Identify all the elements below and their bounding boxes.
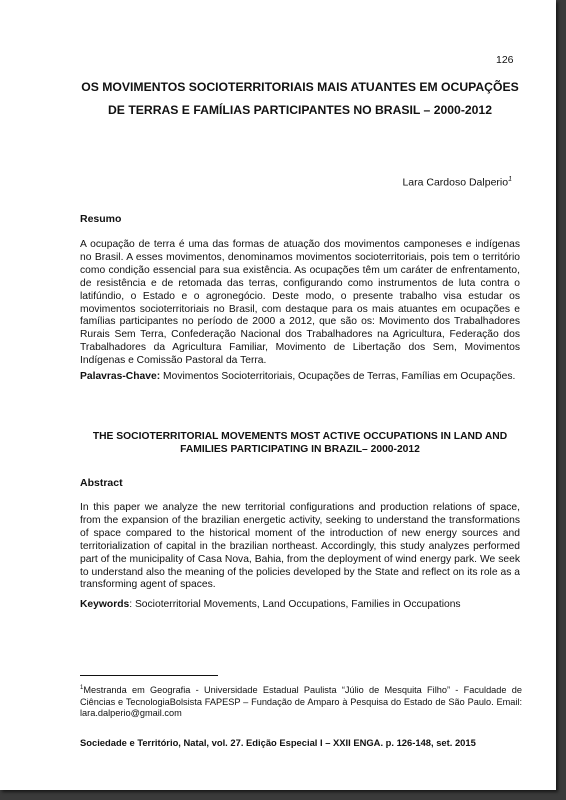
page-number: 126: [496, 54, 514, 66]
abstract-keywords-value: : Socioterritorial Movements, Land Occupations, Families in Occupations: [129, 599, 461, 610]
footnote-mark: 1: [80, 685, 84, 691]
author-footnote-mark[interactable]: 1: [508, 176, 512, 183]
footnote: [80, 683, 522, 720]
resumo-text: A ocupação de terra é uma das formas de atuação dos movimentos camponeses e indígenas no Brasil. A esses movimentos, denominamos movimentos socioterritoriais, pois tem o território como condição essencial para sua existência. As ocupações têm um caráter de enfrentamento, de resistência e de retomada das terras, configurando como instrumentos de luta contra o latifúndio, o Estado e o agronegócio. Deste modo, o presente trabalho visa estudar os movimentos socioterritoriais no Brasil, com destaque para os mais atuantes em ocupações e famílias participantes no período de 2000 a 2012, que são os: Movimento dos Trabalhadores Rurais Sem Terra, Confederação Nacional dos Trabalhadores na Agricultura, Federação dos Trabalhadores da Agricultura Familiar, Movimento de Libertação dos Sem, Movimentos Indígenas e Comissão Pastoral da Terra.: [80, 239, 520, 367]
english-title: THE SOCIOTERRITORIAL MOVEMENTS MOST ACTIVE OCCUPATIONS IN LAND AND FAMILIES PARTICIPATING IN BRAZIL– 2000-2012: [92, 431, 508, 455]
resumo-keywords-label: Palavras-Chave:: [80, 371, 161, 382]
author-name: Lara Cardoso Dalperio: [402, 176, 509, 189]
paper-title: OS MOVIMENTOS SOCIOTERRITORIAIS MAIS ATUANTES EM OCUPAÇÕES DE TERRAS E FAMÍLIAS PARTICIPANTES NO BRASIL – 2000-2012: [81, 80, 519, 117]
resumo-keywords-value: Movimentos Socioterritoriais, Ocupações de Terras, Famílias em Ocupações.: [163, 371, 516, 382]
abstract-text: In this paper we analyze the new territorial configurations and production relations of space, from the expansion of the brazilian energetic activity, seeking to understand the transformations of space compared to the historical moment of the introduction of new energy sources and territorialization of capital in the brazilian northeast. Accordingly, this study analyzes performed part of the municipality of Casa Nova, Bahia, from the deployment of wind energy park. We seek to understand also the meaning of the policies developed by the State and reflect on its role as a transforming agent of spaces.: [80, 502, 520, 591]
author-line: [402, 176, 512, 189]
resumo-keywords: [80, 371, 520, 384]
journal-citation: Sociedade e Território, Natal, vol. 27. Edição Especial I – XXII ENGA. p. 126-148, set. 2015: [80, 737, 476, 748]
footnote-divider: [80, 675, 218, 676]
resumo-heading: Resumo: [80, 213, 122, 225]
abstract-keywords-label: Keywords: [80, 599, 130, 610]
footnote-text: Mestranda em Geografia - Universidade Estadual Paulista “Júlio de Mesquita Filho” - Faculdade de Ciências e TecnologiaBolsista FAPESP – Fundação de Amparo à Pesquisa do Estado de São Paulo. Email: lara.dalperio@gmail.com: [80, 685, 522, 719]
abstract-keywords: [80, 599, 520, 612]
abstract-heading: Abstract: [80, 477, 123, 489]
